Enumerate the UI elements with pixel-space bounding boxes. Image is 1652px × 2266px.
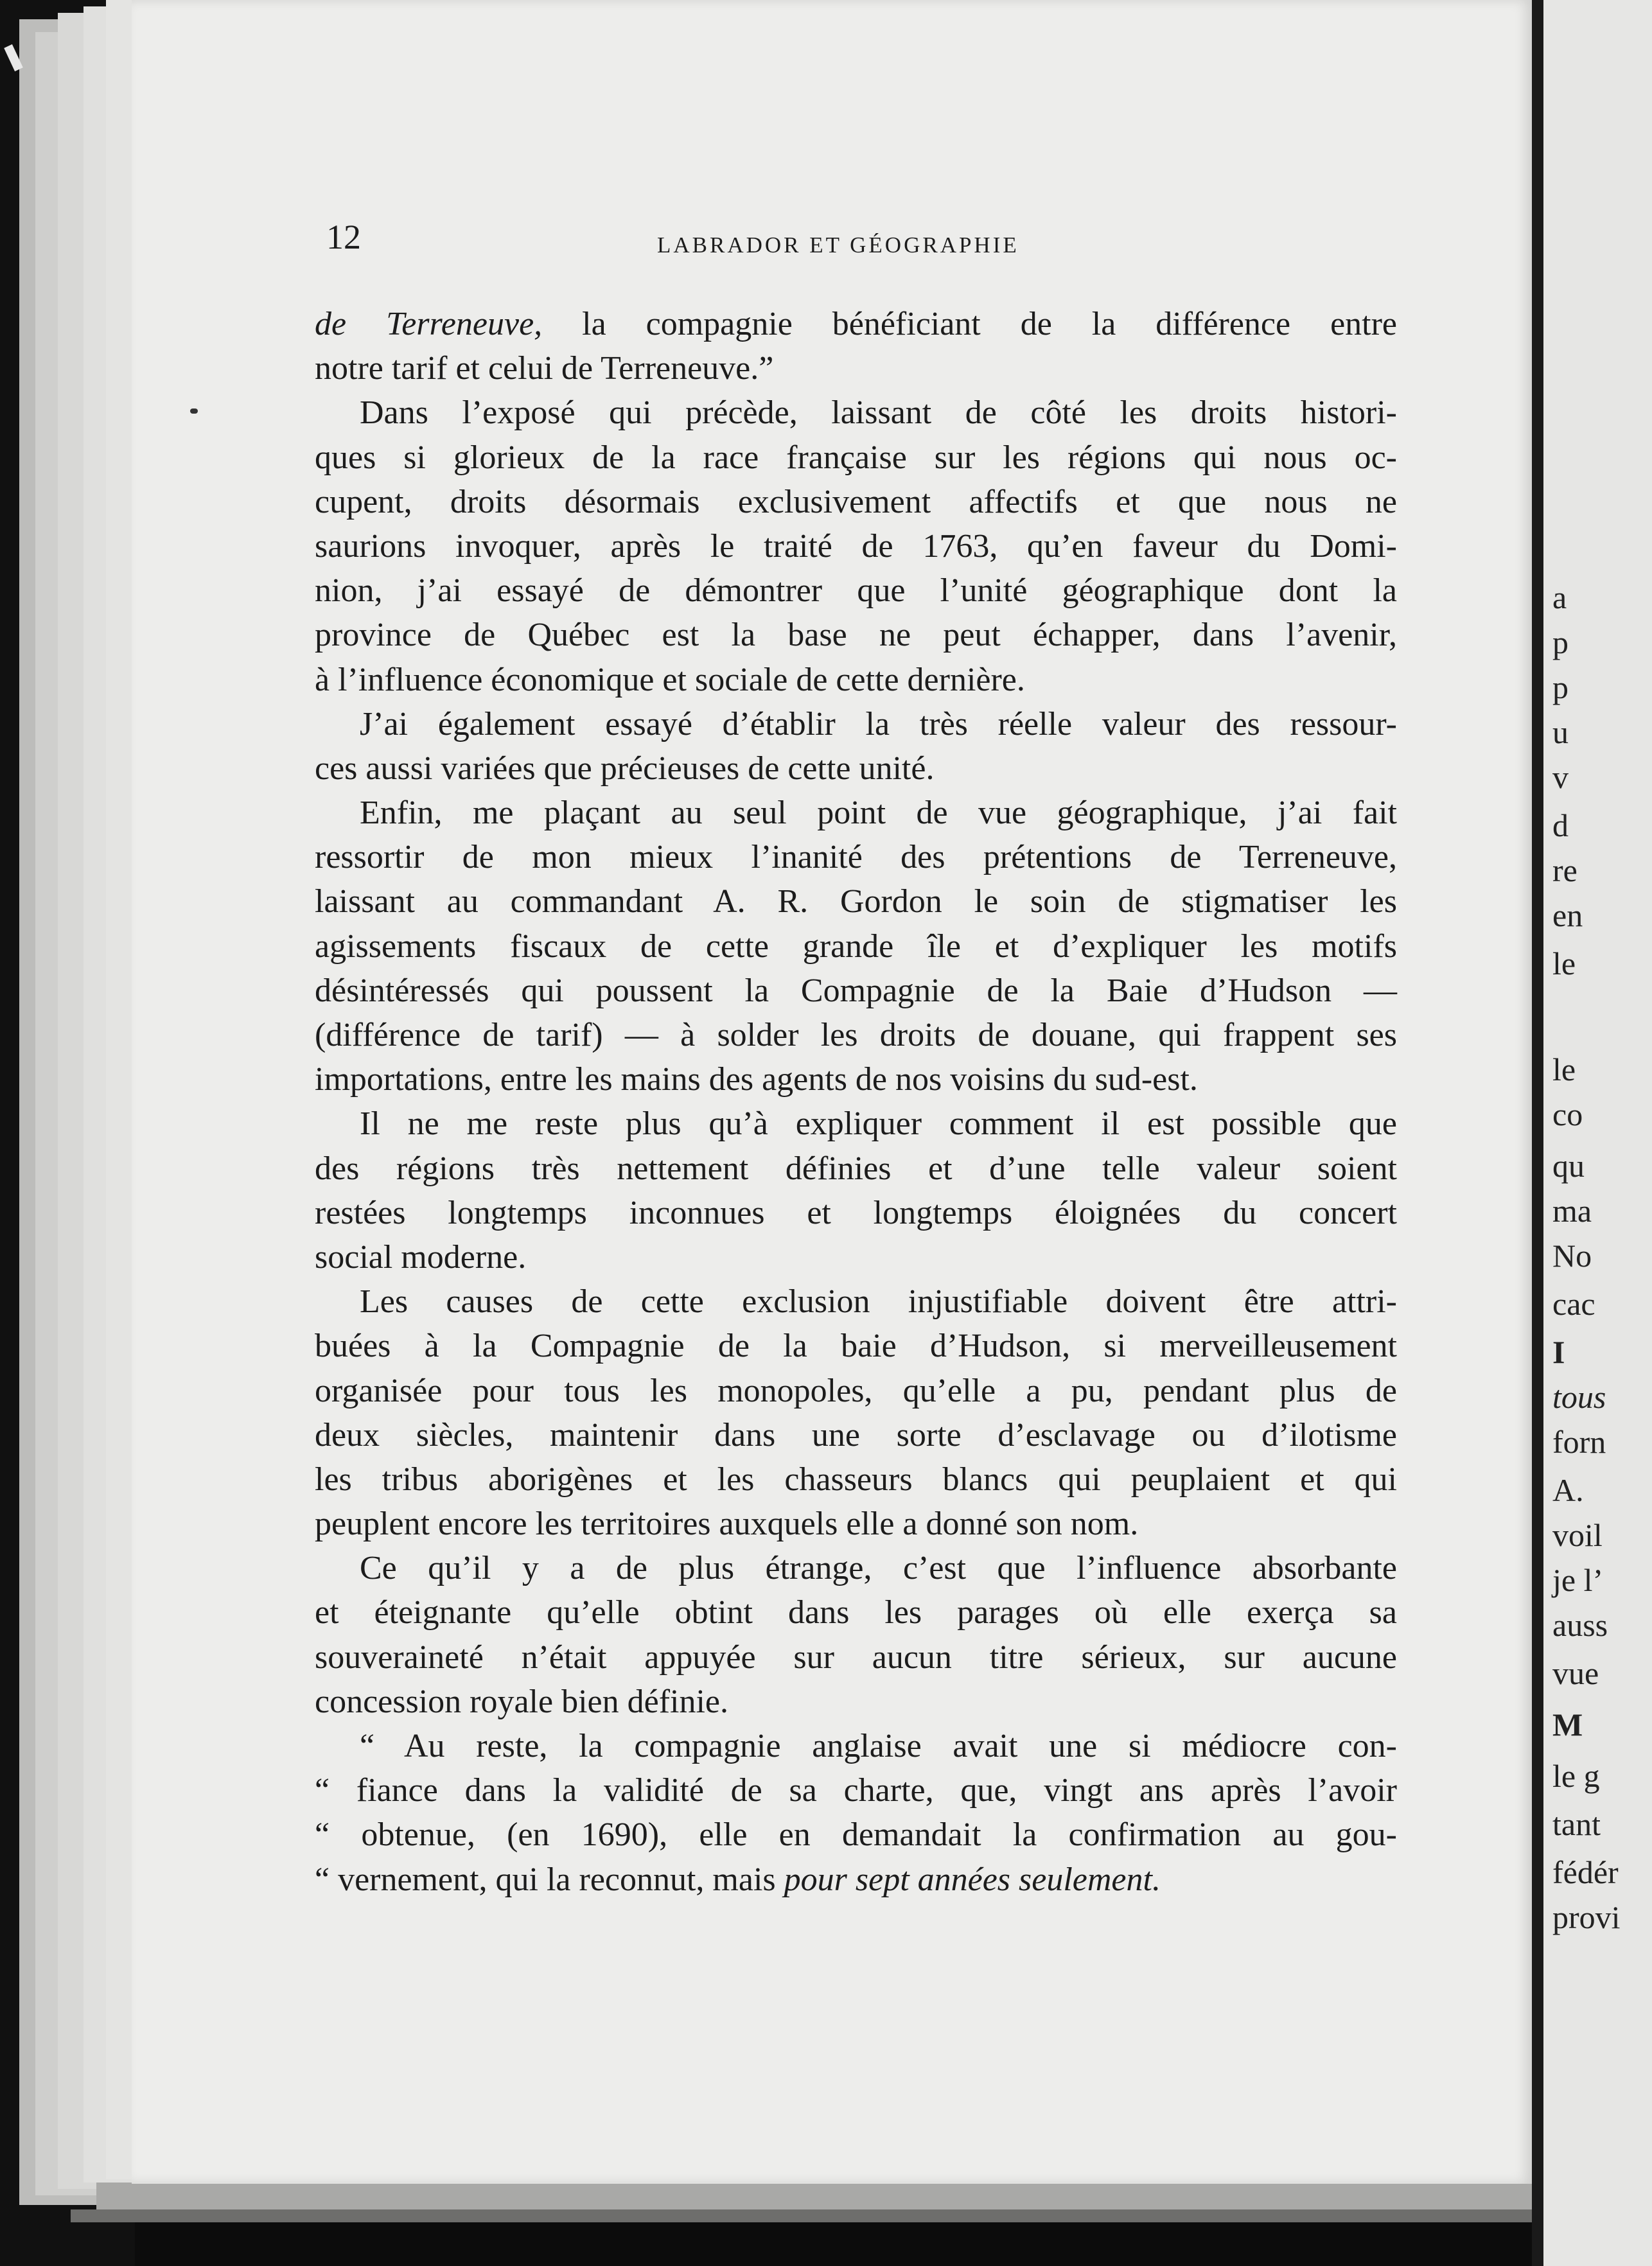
text-line: [315, 346, 1397, 391]
text-run: deux siècles, maintenir dans une sorte d’esclavage ou d’ilotisme: [315, 1416, 1397, 1454]
page-bottom-edge: [96, 2183, 1532, 2211]
facing-page-fragment: tant: [1552, 1806, 1601, 1842]
text-run: “ obtenue, (en 1690), elle en demandait la confirmation au gou-: [315, 1816, 1397, 1854]
text-run: nion, j’ai essayé de démontrer que l’unité géographique dont la: [315, 572, 1397, 610]
text-line: [315, 1502, 1397, 1546]
text-run: “ Au reste, la compagnie anglaise avait une si médiocre con-: [360, 1728, 1397, 1764]
text-run: Dans l’exposé qui précède, laissant de côté les droits histori-: [360, 394, 1397, 432]
facing-page-fragment: re: [1552, 852, 1577, 888]
text-run: J’ai également essayé d’établir la très réelle valeur des ressour-: [360, 705, 1397, 742]
facing-page-fragment: p: [1552, 669, 1569, 705]
text-run: désintéressés qui poussent la Compagnie de la Baie d’Hudson —: [315, 972, 1397, 1009]
facing-page-fragment: auss: [1552, 1607, 1608, 1643]
facing-page-fragment: u: [1552, 714, 1569, 750]
text-line: [315, 1013, 1397, 1057]
facing-page-fragment: le: [1552, 1051, 1576, 1087]
text-run: des régions très nettement définies et d’une telle valeur soient: [315, 1150, 1397, 1187]
text-run: “ vernement, qui la reconnut, mais: [315, 1861, 784, 1898]
text-line: [315, 524, 1397, 568]
text-line: [315, 1546, 1397, 1590]
text-line: [315, 613, 1397, 657]
text-run: notre tarif et celui de Terreneuve.”: [315, 350, 774, 387]
facing-page-edge: [1543, 0, 1652, 2266]
text-run: la compagnie bénéficiant de la différence entre: [542, 306, 1397, 342]
text-run: laissant au commandant A. R. Gordon le soin de stigmatiser les: [315, 883, 1397, 920]
text-run: organisée pour tous les monopoles, qu’elle a pu, pendant plus de: [315, 1372, 1397, 1409]
text-line: [315, 1191, 1397, 1235]
text-run: agissements fiscaux de cette grande île et d’expliquer les motifs: [315, 927, 1397, 965]
text-line: [315, 969, 1397, 1013]
text-line: [315, 1590, 1397, 1635]
text-line: [315, 480, 1397, 524]
facing-page-fragment: v: [1552, 759, 1569, 795]
text-run: peuplent encore les territoires auxquels elle a donné son nom.: [315, 1506, 1139, 1543]
facing-page-fragment: co: [1552, 1096, 1583, 1132]
facing-page-fragment: No: [1552, 1238, 1592, 1274]
text-run: souveraineté n’était appuyée sur aucun titre sérieux, sur aucune: [315, 1638, 1397, 1676]
ink-speck: [190, 408, 198, 414]
facing-page-fragment: A.: [1552, 1472, 1584, 1508]
facing-page-fragment: cac: [1552, 1286, 1595, 1322]
text-run: ressortir de mon mieux l’inanité des prétentions de Terreneuve,: [315, 839, 1397, 876]
text-line: [315, 1102, 1397, 1146]
text-run: à l’influence économique et sociale de cette dernière.: [315, 661, 1025, 698]
text-run: concession royale bien définie.: [315, 1683, 728, 1720]
page-edge-stack: [0, 0, 135, 2266]
text-run: importations, entre les mains des agents de nos voisins du sud-est.: [315, 1061, 1198, 1098]
text-line: [315, 1146, 1397, 1191]
text-line: [315, 302, 1397, 346]
facing-page-fragment: p: [1552, 624, 1569, 660]
text-line: [315, 658, 1397, 702]
facing-page-fragment: fédér: [1552, 1854, 1619, 1890]
text-line: [315, 1457, 1397, 1502]
body-text: [315, 302, 1397, 1902]
text-line: [315, 568, 1397, 613]
text-run: Enfin, me plaçant au seul point de vue géographique, j’ai fait: [360, 795, 1397, 832]
text-line: [315, 1413, 1397, 1457]
text-run: cupent, droits désormais exclusivement affectifs et que nous ne: [315, 483, 1397, 520]
text-line: [315, 702, 1397, 746]
italic-text: pour sept années seulement.: [784, 1861, 1161, 1898]
page-bottom-shadow: [71, 2209, 1532, 2222]
facing-page-fragment: I: [1552, 1334, 1565, 1370]
text-run: Les causes de cette exclusion injustifiable doivent être attri-: [360, 1283, 1397, 1321]
text-line: [315, 1680, 1397, 1724]
text-run: les tribus aborigènes et les chasseurs blancs qui peuplaient et qui: [315, 1461, 1397, 1498]
text-line: [315, 1324, 1397, 1368]
text-run: restées longtemps inconnues et longtemps éloignées du concert: [315, 1194, 1397, 1231]
facing-page-fragment: d: [1552, 807, 1569, 843]
text-run: et éteignante qu’elle obtint dans les parages où elle exerça sa: [315, 1594, 1397, 1631]
text-line: [315, 835, 1397, 879]
text-line: [315, 435, 1397, 480]
text-run: ques si glorieux de la race française sur les régions qui nous oc-: [315, 439, 1397, 476]
facing-page-fragment: provi: [1552, 1899, 1621, 1935]
text-run: social moderne.: [315, 1238, 527, 1276]
text-line: [315, 1635, 1397, 1680]
text-line: [315, 1279, 1397, 1324]
italic-text: de Terreneuve,: [315, 306, 543, 342]
text-line: [315, 791, 1397, 835]
text-run: Ce qu’il y a de plus étrange, c’est que l’influence absorbante: [360, 1550, 1397, 1587]
facing-page-fragment: le: [1552, 945, 1576, 981]
text-run: (différence de tarif) — à solder les droits de douane, qui frappent ses: [315, 1017, 1397, 1053]
text-line: [315, 1057, 1397, 1102]
facing-page-fragment: qu: [1552, 1148, 1585, 1184]
facing-page-fragment: vue: [1552, 1655, 1599, 1691]
text-line: [315, 1235, 1397, 1279]
facing-page-fragment: voil: [1552, 1517, 1603, 1553]
text-line: [315, 391, 1397, 435]
facing-page-fragment: en: [1552, 897, 1583, 933]
text-line: [315, 1768, 1397, 1813]
text-line: [315, 924, 1397, 969]
text-run: “ fiance dans la validité de sa charte, que, vingt ans après l’avoir: [315, 1772, 1397, 1809]
facing-page-fragment: le g: [1552, 1758, 1600, 1794]
book-gutter: [1532, 0, 1543, 2266]
text-run: Il ne me reste plus qu’à expliquer comment il est possible que: [360, 1105, 1397, 1143]
text-line: [315, 879, 1397, 924]
text-line: [315, 1369, 1397, 1413]
text-run: saurions invoquer, après le traité de 1763, qu’en faveur du Domi-: [315, 527, 1397, 565]
text-line: [315, 1724, 1397, 1768]
facing-page-fragment: M: [1552, 1707, 1583, 1743]
facing-page-fragment: tous: [1552, 1379, 1606, 1415]
text-line: [315, 1858, 1397, 1902]
text-run: ces aussi variées que précieuses de cette unité.: [315, 750, 935, 787]
facing-page-fragment: a: [1552, 579, 1567, 615]
facing-page-fragment: forn: [1552, 1424, 1606, 1460]
text-line: [315, 746, 1397, 791]
facing-page-fragment: je l’: [1552, 1562, 1604, 1598]
running-head: LABRADOR ET GÉOGRAPHIE: [657, 233, 1019, 258]
text-run: province de Québec est la base ne peut échapper, dans l’avenir,: [315, 617, 1397, 654]
page-number: 12: [326, 218, 361, 256]
facing-page-fragment: ma: [1552, 1193, 1592, 1229]
text-run: buées à la Compagnie de la baie d’Hudson, si merveilleusement: [315, 1328, 1397, 1365]
text-line: [315, 1813, 1397, 1857]
